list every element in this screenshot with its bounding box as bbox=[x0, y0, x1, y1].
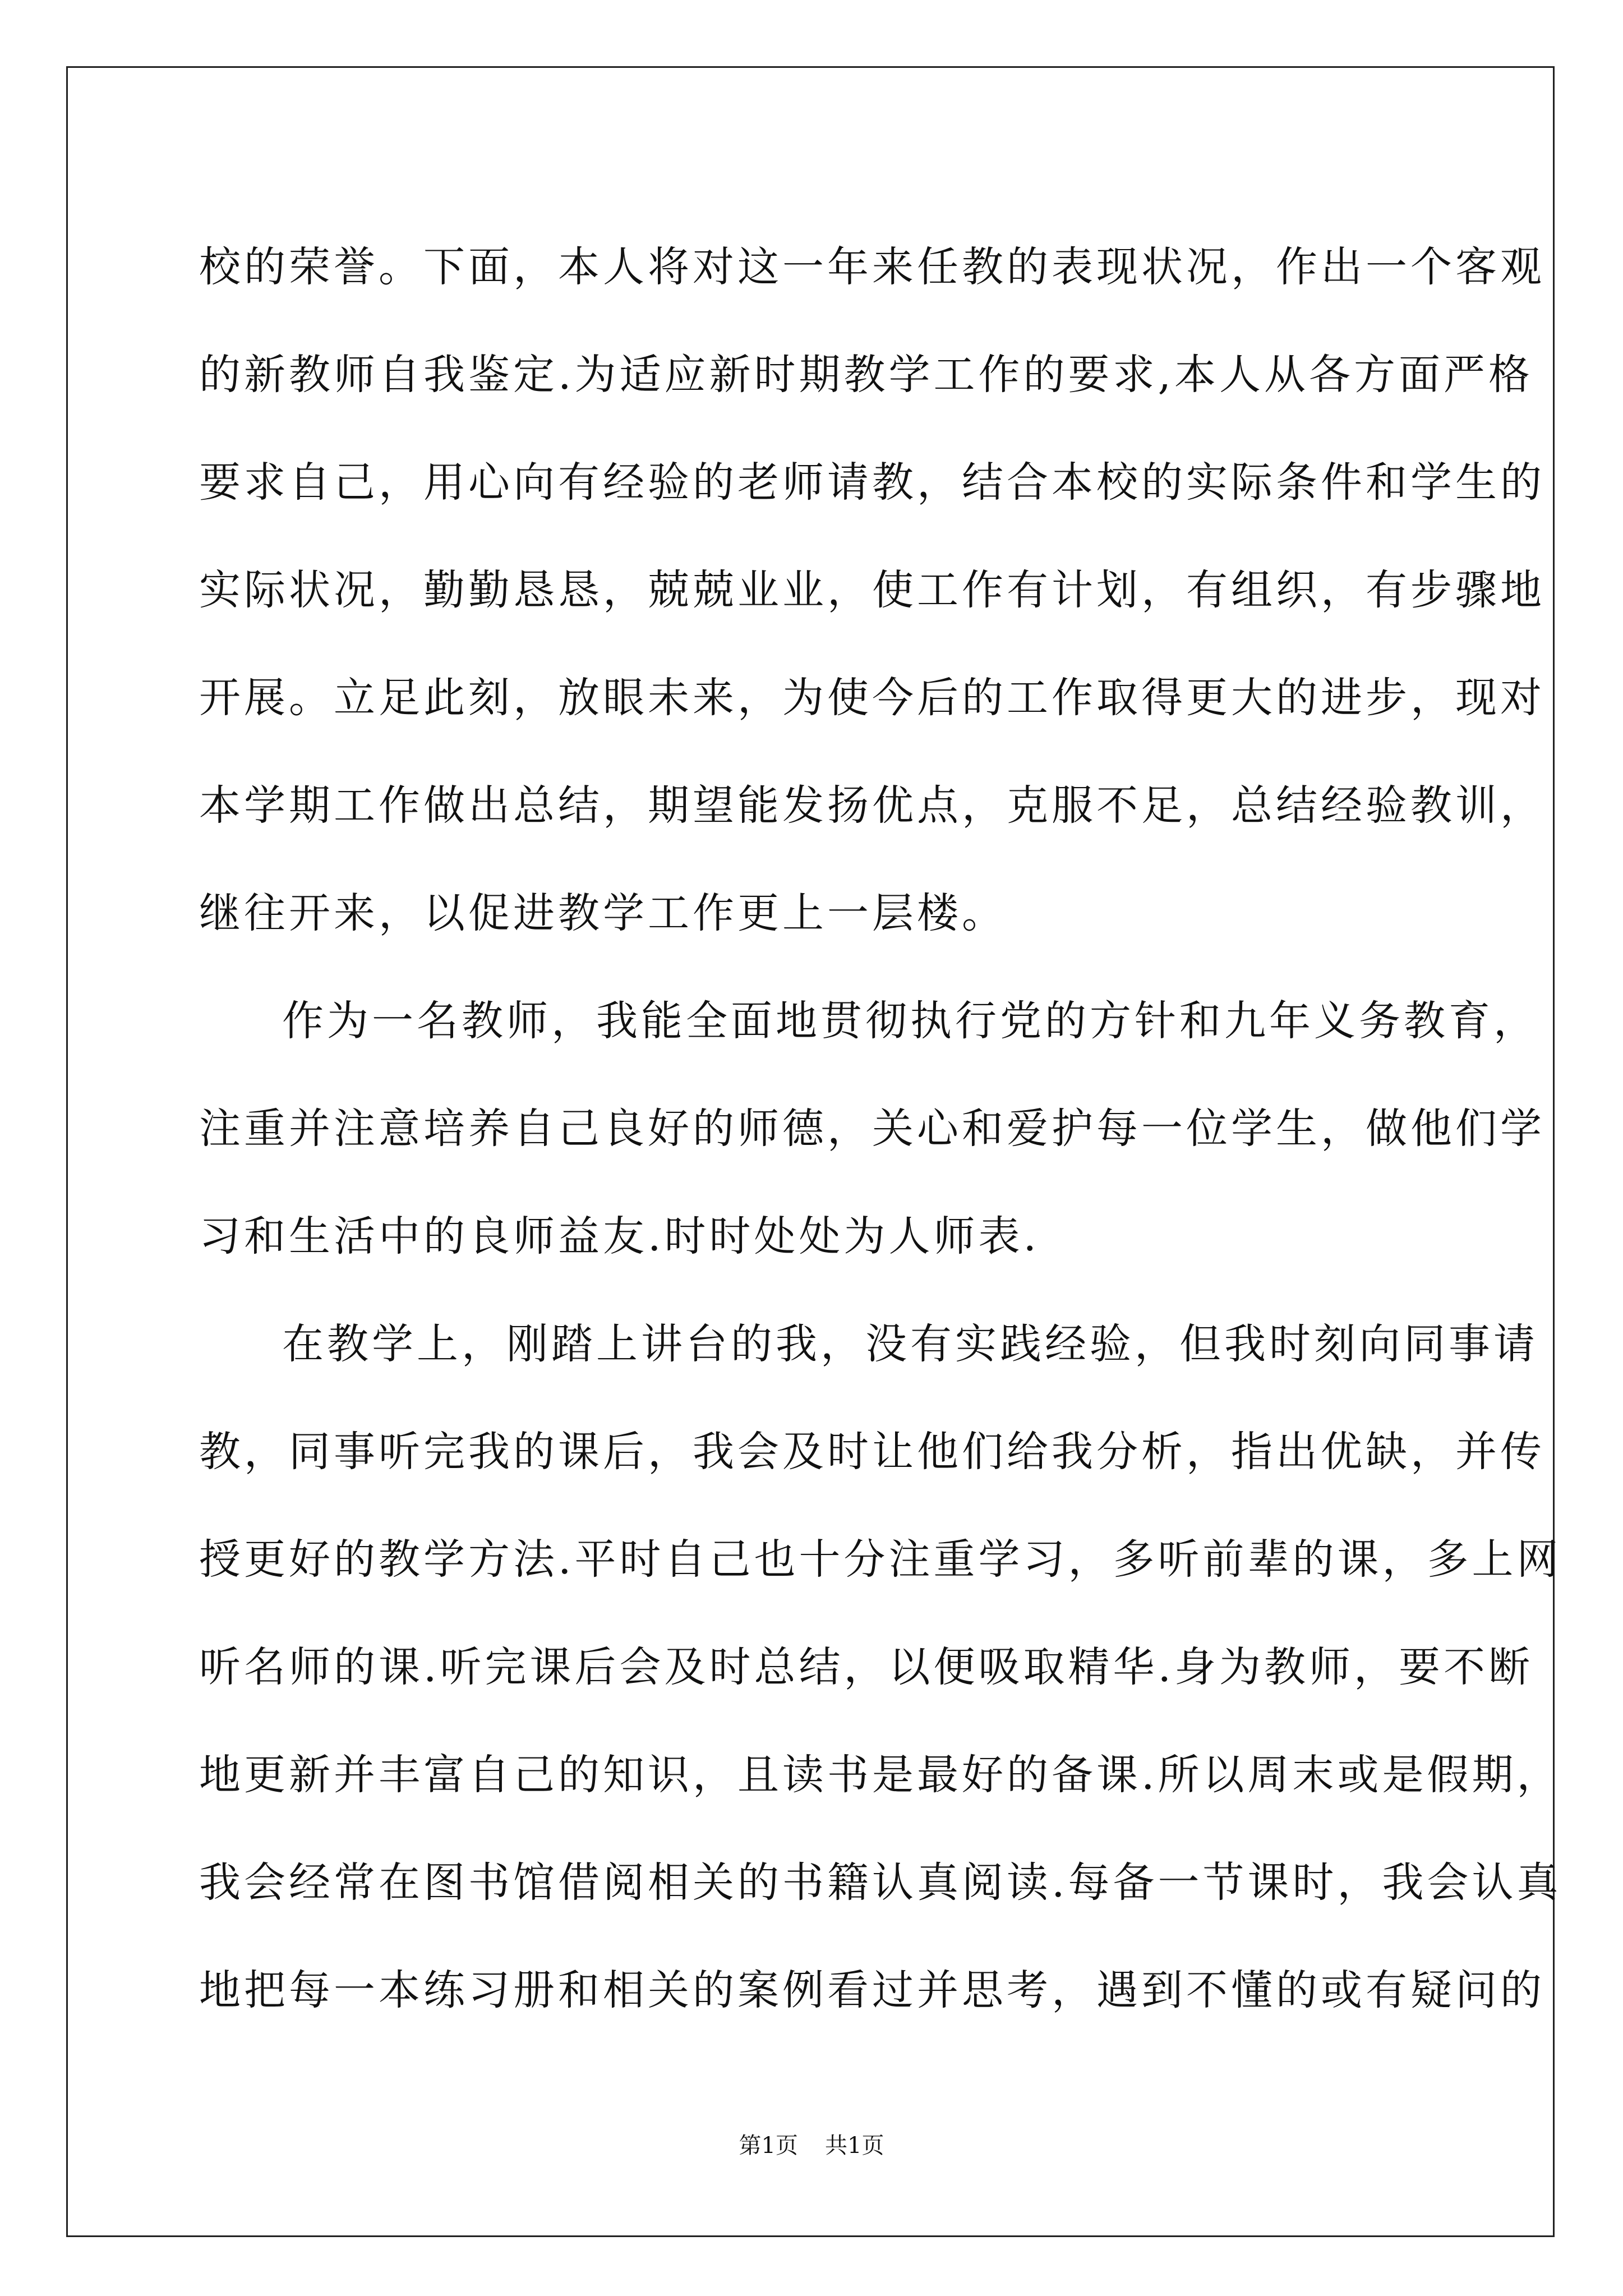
text-line: 我会经常在图书馆借阅相关的书籍认真阅读.每备一节课时，我会认真 bbox=[199, 1858, 1562, 1907]
text-line: 本学期工作做出总结，期望能发扬优点，克服不足，总结经验教训， bbox=[199, 781, 1545, 830]
total-pages: 共1页 bbox=[825, 2133, 884, 2159]
page-footer bbox=[0, 2132, 1623, 2160]
text-line: 开展。立足此刻，放眼未来，为使今后的工作取得更大的进步，现对 bbox=[199, 674, 1545, 722]
text-line: 地更新并丰富自己的知识，且读书是最好的备课.所以周末或是假期， bbox=[199, 1751, 1562, 1799]
paragraph-start-line: 在教学上，刚踏上讲台的我，没有实践经验，但我时刻向同事请 bbox=[282, 1320, 1538, 1368]
text-line: 继往开来，以促进教学工作更上一层楼。 bbox=[199, 889, 1007, 937]
text-line: 地把每一本练习册和相关的案例看过并思考，遇到不懂的或有疑问的 bbox=[199, 1966, 1545, 2014]
text-line: 实际状况，勤勤恳恳，兢兢业业，使工作有计划，有组织，有步骤地 bbox=[199, 566, 1545, 614]
text-line: 教，同事听完我的课后，我会及时让他们给我分析，指出优缺，并传 bbox=[199, 1428, 1545, 1476]
document-body bbox=[199, 213, 1562, 2044]
text-line: 的新教师自我鉴定.为适应新时期教学工作的要求,本人从各方面严格 bbox=[199, 351, 1534, 399]
text-line: 听名师的课.听完课后会及时总结，以便吸取精华.身为教师，要不断 bbox=[199, 1643, 1534, 1691]
text-line: 要求自己，用心向有经验的老师请教，结合本校的实际条件和学生的 bbox=[199, 458, 1545, 507]
text-line: 习和生活中的良师益友.时时处处为人师表. bbox=[199, 1212, 1040, 1260]
text-line: 注重并注意培养自己良好的师德，关心和爱护每一位学生，做他们学 bbox=[199, 1105, 1545, 1153]
text-line: 校的荣誉。下面，本人将对这一年来任教的表现状况，作出一个客观 bbox=[199, 243, 1545, 291]
text-line: 授更好的教学方法.平时自己也十分注重学习，多听前辈的课，多上网 bbox=[199, 1535, 1562, 1584]
page-number: 第1页 bbox=[739, 2133, 798, 2159]
paragraph-start-line: 作为一名教师，我能全面地贯彻执行党的方针和九年义务教育， bbox=[282, 997, 1538, 1045]
